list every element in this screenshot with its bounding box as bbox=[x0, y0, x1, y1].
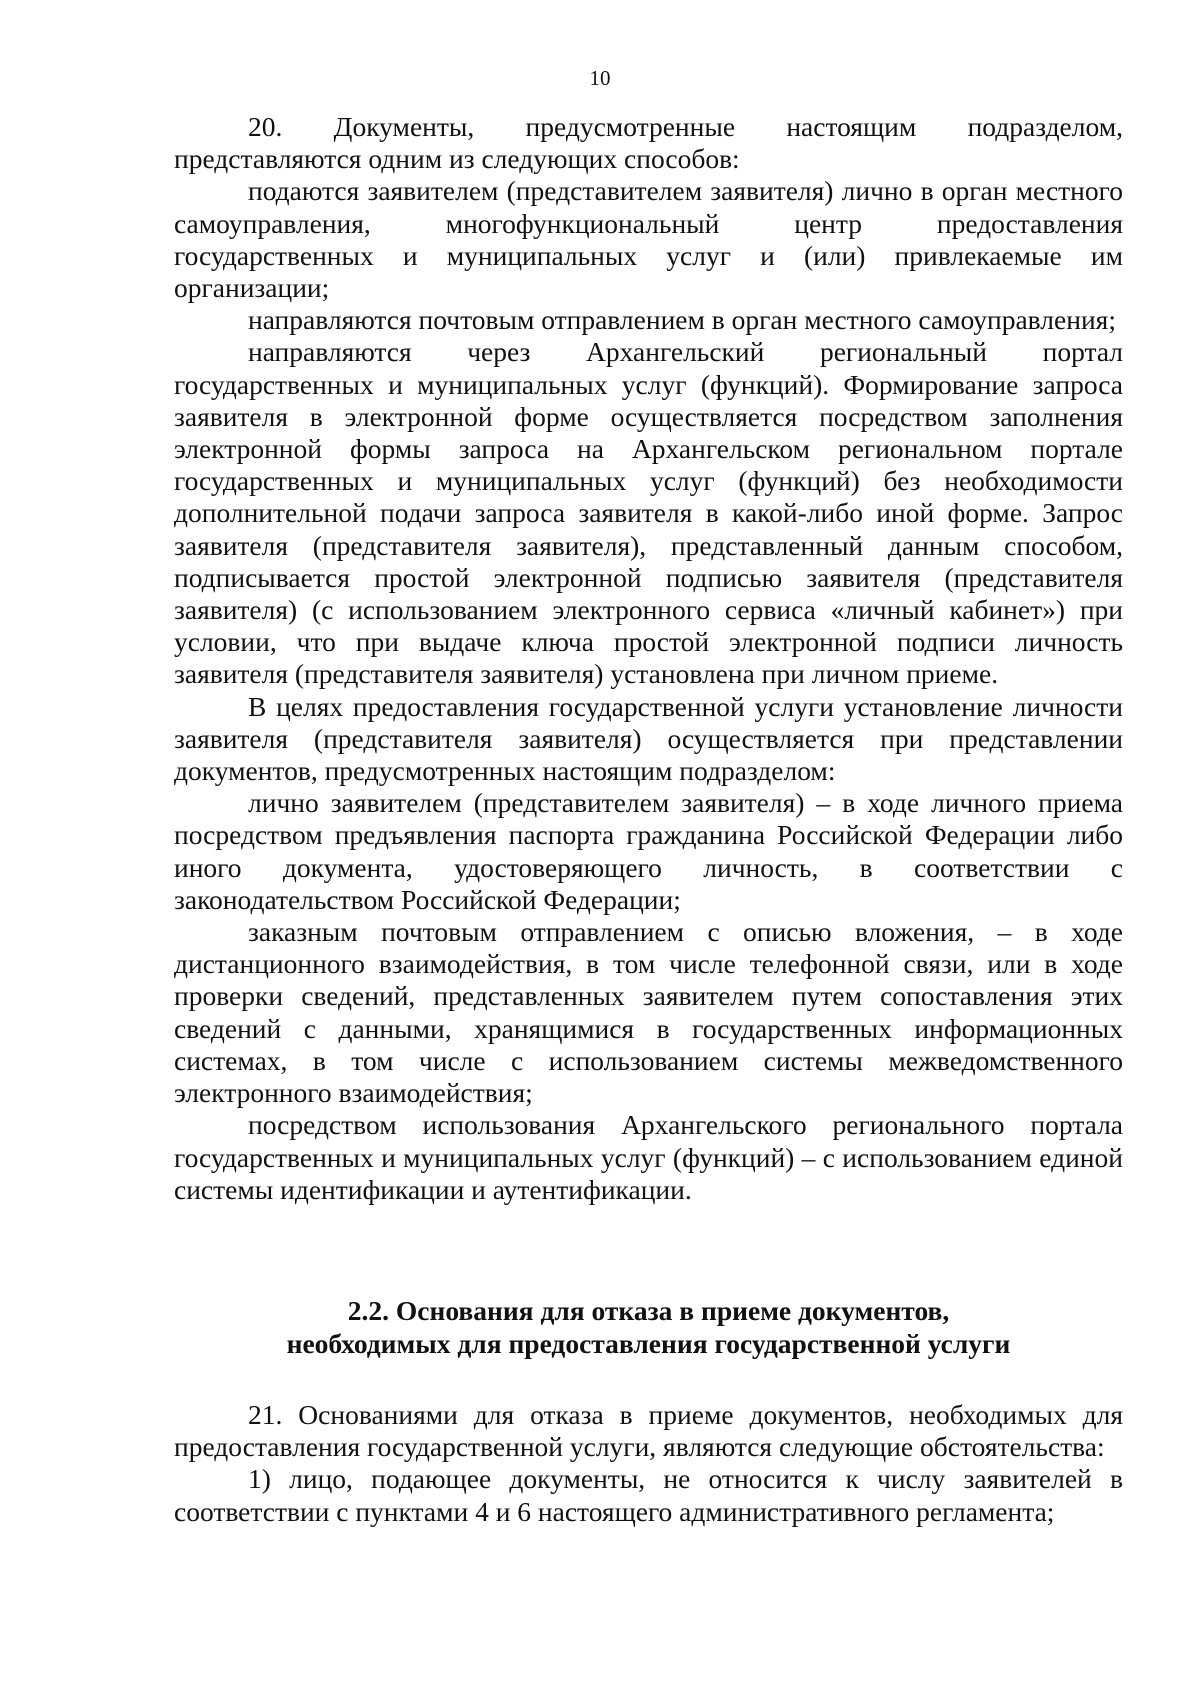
section-heading-line-2: необходимых для предоставления государственной услуги bbox=[286, 1327, 1011, 1359]
paragraph-identity-portal: посредством использования Архангельского регионального портала государственных и муниципальных услуг (функций) – с использованием единой системы идентификации и аутентификации. bbox=[174, 1109, 1123, 1205]
paragraph-identity-postal: заказным почтовым отправлением с описью вложения, – в ходе дистанционного взаимодействия, в том числе телефонной связи, или в ходе проверки сведений, представленных заявителем путем сопоставления этих сведений с данными, хранящимися в государственных информационных системах, в том числе с использованием системы межведомственного электронного взаимодействия; bbox=[174, 916, 1123, 1109]
page-number: 10 bbox=[589, 66, 611, 90]
paragraph-21-intro: 21. Основаниями для отказа в приеме документов, необходимых для предоставления государственной услуги, являются следующие обстоятельства: bbox=[174, 1398, 1123, 1463]
paragraph-20-intro: 20. Документы, предусмотренные настоящим подразделом, представляются одним из следующих способов: bbox=[174, 111, 1123, 175]
paragraph-identity-personal: лично заявителем (представителем заявителя) – в ходе личного приема посредством предъявления паспорта гражданина Российской Федерации либо иного документа, удостоверяющего личность, в соответствии с законодательством Российской Федерации; bbox=[174, 787, 1123, 915]
paragraph-postal-submission: направляются почтовым отправлением в орган местного самоуправления; bbox=[248, 304, 1116, 336]
section-heading bbox=[174, 1294, 1123, 1360]
document-body bbox=[174, 111, 1123, 1528]
paragraph-personal-submission: подаются заявителем (представителем заявителя) лично в орган местного самоуправления, многофункциональный центр предоставления государственных и муниципальных услуг и (или) привлекаемые им организации; bbox=[174, 175, 1123, 304]
list-item-1: 1) лицо, подающее документы, не относится к числу заявителей в соответствии с пунктами 4 и 6 настоящего административного регламента; bbox=[174, 1463, 1123, 1527]
paragraph-identity-verification: В целях предоставления государственной услуги установление личности заявителя (представителя заявителя) осуществляется при представлении документов, предусмотренных настоящим подразделом: bbox=[174, 690, 1123, 787]
section-heading-line-1: 2.2. Основания для отказа в приеме документов, bbox=[347, 1294, 950, 1326]
paragraph-portal-submission: направляются через Архангельский региональный портал государственных и муниципальных услуг (функций). Формирование запроса заявителя в электронной форме осуществляется посредством заполнения электронной формы запроса на Архангельском региональном портале государственных и муниципальных услуг (функций) без необходимости дополнительной подачи запроса заявителя в какой-либо иной форме. Запрос заявителя (представителя заявителя), представленный данным способом, подписывается простой электронной подписью заявителя (представителя заявителя) (с использованием электронного сервиса «личный кабинет») при условии, что при выдаче ключа простой электронной подписи личность заявителя (представителя заявителя) установлена при личном приеме. bbox=[174, 336, 1123, 690]
